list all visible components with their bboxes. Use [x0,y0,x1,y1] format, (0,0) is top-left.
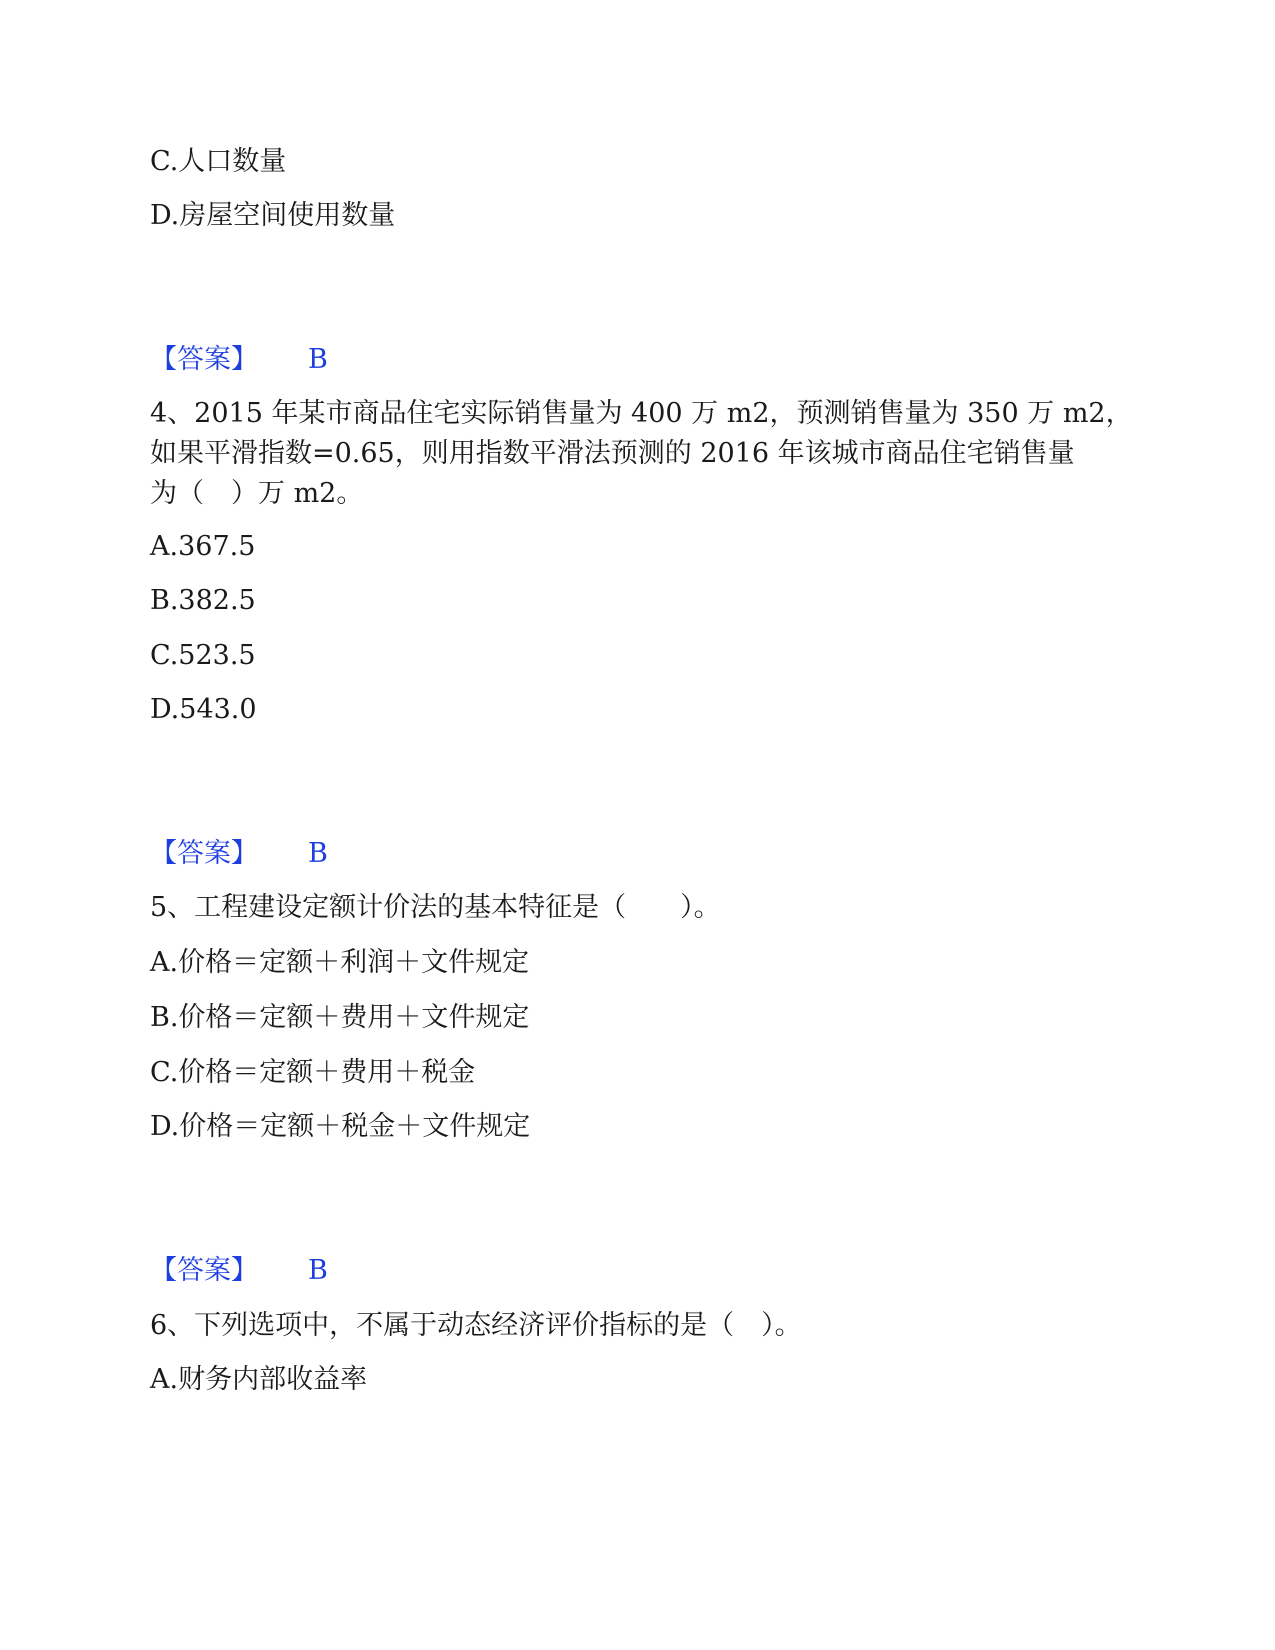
answer-label: 【答案】 [150,344,258,375]
question-4-option-a: A.367.5 [150,531,256,562]
question-4-option-d: D.543.0 [150,694,257,725]
question-6-option-a: A.财务内部收益率 [150,1364,368,1395]
question-6-stem: 6、下列选项中，不属于动态经济评价指标的是（ ）。 [150,1310,802,1341]
option-d-prev: D.房屋空间使用数量 [150,200,396,231]
answer-line-q3 [150,340,328,380]
question-5-option-c: C.价格＝定额＋费用＋税金 [150,1057,476,1088]
answer-value: B [308,1255,328,1286]
answer-value: B [308,838,328,869]
question-4-stem-line: 4、2015 年某市商品住宅实际销售量为 400 万 m2，预测销售量为 350 万 m2， [150,398,1133,429]
question-4-stem-line: 为（ ）万 m2。 [150,478,364,509]
answer-label: 【答案】 [150,1255,258,1286]
answer-line-q5 [150,1251,328,1291]
question-4-option-b: B.382.5 [150,585,256,616]
question-4-option-c: C.523.5 [150,640,256,671]
question-5-option-a: A.价格＝定额＋利润＋文件规定 [150,947,530,978]
question-5-option-d: D.价格＝定额＋税金＋文件规定 [150,1111,531,1142]
answer-value: B [308,344,328,375]
question-4-stem [150,394,1133,514]
answer-line-q4 [150,834,328,874]
option-c-prev: C.人口数量 [150,146,287,177]
question-5-stem: 5、工程建设定额计价法的基本特征是（ ）。 [150,892,721,923]
question-5-option-b: B.价格＝定额＋费用＋文件规定 [150,1002,530,1033]
question-4-stem-line: 如果平滑指数=0.65，则用指数平滑法预测的 2016 年该城市商品住宅销售量 [150,438,1075,469]
answer-label: 【答案】 [150,838,258,869]
